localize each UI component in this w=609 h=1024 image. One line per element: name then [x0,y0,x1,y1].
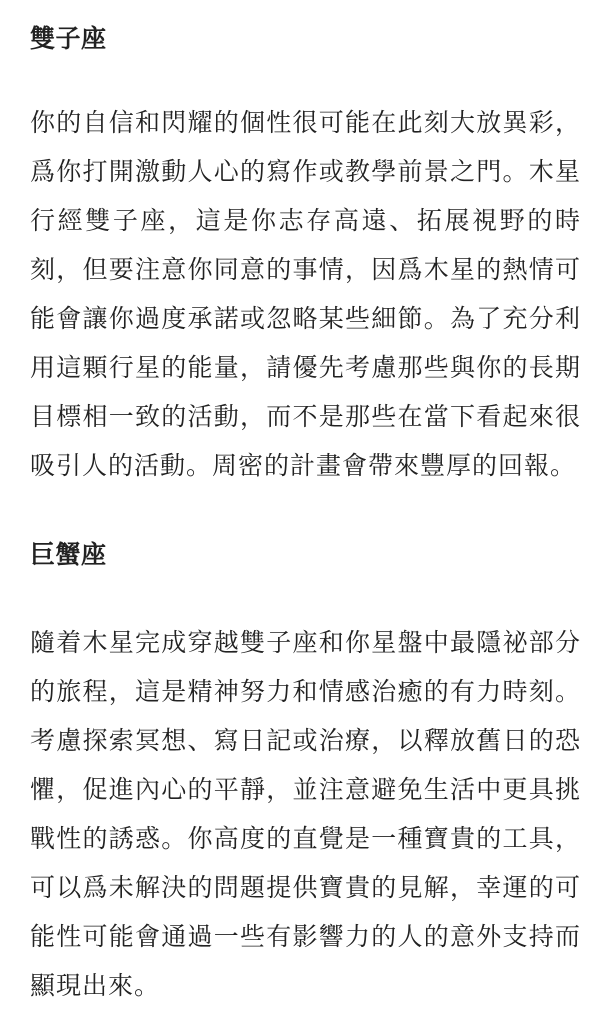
section-body-gemini: 你的自信和閃耀的個性很可能在此刻大放異彩，爲你打開激動人心的寫作或教學前景之門。木星行經雙子座，這是你志存高遠、拓展視野的時刻，但要注意你同意的事情，因爲木星的熱情可能會讓你過度承諾或忽略某些細節。為了充分利用這顆行星的能量，請優先考慮那些與你的長期目標相一致的活動，而不是那些在當下看起來很吸引人的活動。周密的計畫會帶來豐厚的回報。 [30,108,581,480]
section-title-gemini: 雙子座 [30,24,107,53]
section-title-cancer: 巨蟹座 [30,540,107,569]
section-body-cancer: 隨着木星完成穿越雙子座和你星盤中最隱祕部分的旅程，這是精神努力和情感治癒的有力時刻。考慮探索冥想、寫日記或治療，以釋放舊日的恐懼，促進內心的平靜，並注意避免生活中更具挑戰性的誘惑。你高度的直覺是一種寶貴的工具，可以爲未解決的問題提供寶貴的見解，幸運的可能性可能會通過一些有影響力的人的意外支持而顯現出來。 [30,628,581,1000]
